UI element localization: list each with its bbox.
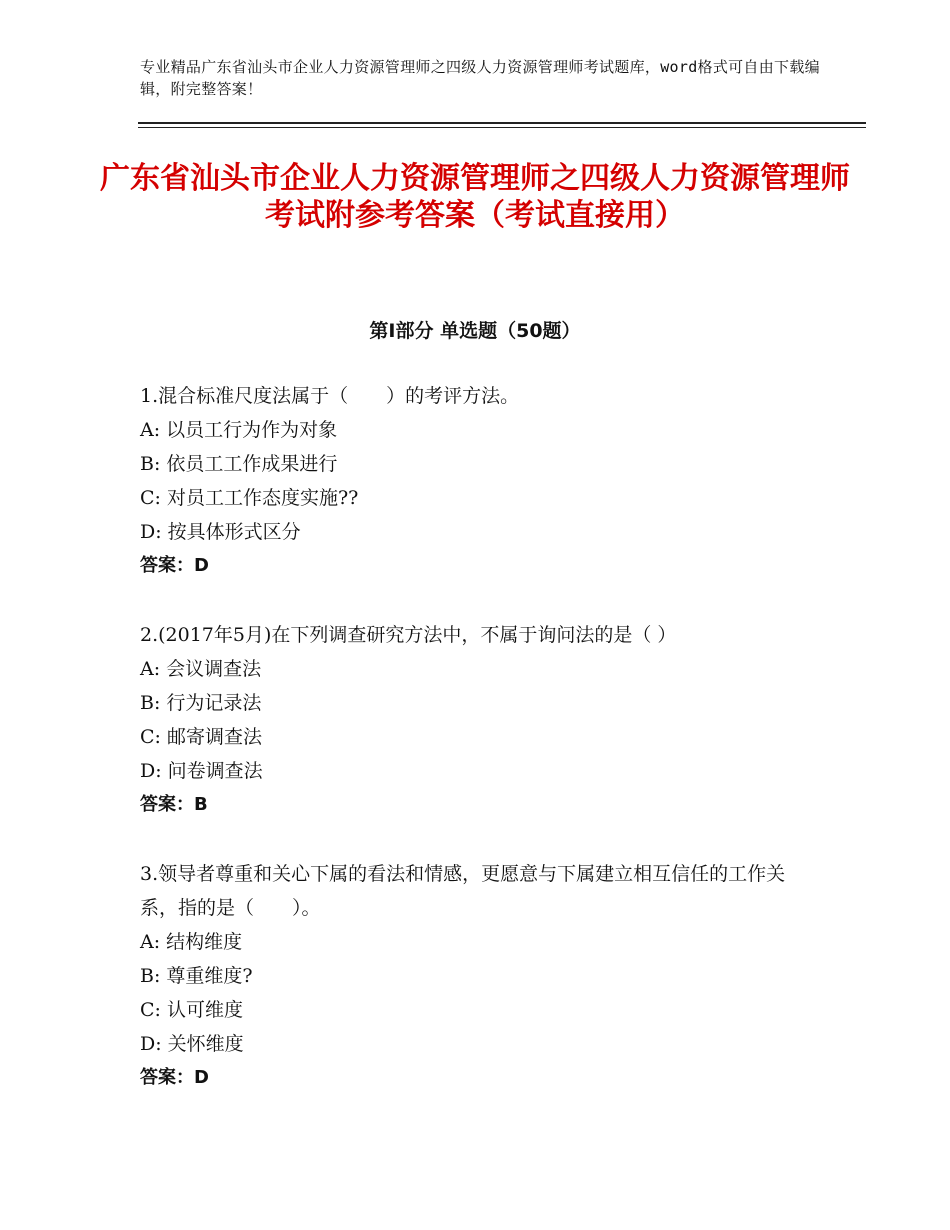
question-2	[140, 618, 820, 822]
question-3	[140, 857, 820, 1095]
header-divider	[138, 122, 866, 124]
answer: 答案：D	[140, 1067, 209, 1088]
option-a: A: 会议调查法	[140, 658, 262, 680]
question-text: 1.混合标准尺度法属于（ ）的考评方法。	[140, 385, 520, 407]
question-1	[140, 379, 820, 583]
option-a: A: 以员工行为作为对象	[140, 419, 338, 441]
answer: 答案：B	[140, 794, 208, 815]
document-title: 广东省汕头市企业人力资源管理师之四级人力资源管理师考试附参考答案（考试直接用）	[100, 161, 850, 233]
option-b: B: 尊重维度?	[140, 965, 253, 987]
option-b: B: 行为记录法	[140, 692, 262, 714]
option-c: C: 认可维度	[140, 999, 243, 1021]
question-text: 2.(2017年5月)在下列调查研究方法中，不属于询问法的是（ ）	[140, 624, 677, 646]
option-a: A: 结构维度	[140, 931, 243, 953]
header-divider-thin	[138, 127, 866, 128]
option-c: C: 邮寄调查法	[140, 726, 262, 748]
section-heading: 第Ⅰ部分 单选题（50题）	[369, 320, 581, 342]
option-d: D: 按具体形式区分	[140, 521, 301, 543]
option-c: C: 对员工工作态度实施??	[140, 487, 359, 509]
answer: 答案：D	[140, 555, 209, 576]
question-text: 3.领导者尊重和关心下属的看法和情感，更愿意与下属建立相互信任的工作关系，指的是（ ）。	[140, 863, 786, 919]
option-d: D: 问卷调查法	[140, 760, 263, 782]
header-note: 专业精品广东省汕头市企业人力资源管理师之四级人力资源管理师考试题库，word格式可自由下载编辑，附完整答案！	[140, 58, 820, 98]
option-b: B: 依员工工作成果进行	[140, 453, 338, 475]
option-d: D: 关怀维度	[140, 1033, 244, 1055]
